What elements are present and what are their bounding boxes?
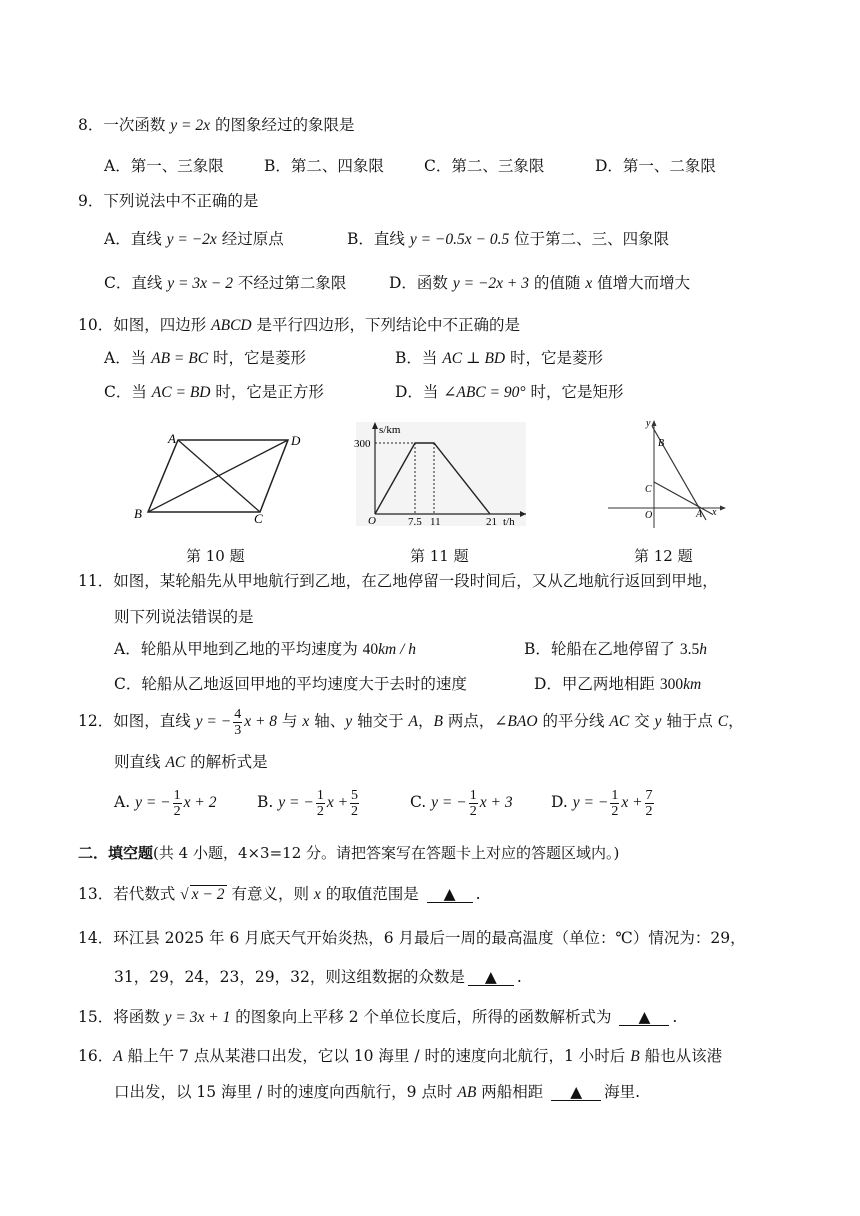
q8-option-a: A．第一、三象限 xyxy=(104,157,224,175)
q8-expr: y = 2x xyxy=(170,117,211,134)
tick-11: 11 xyxy=(430,516,441,528)
point-c-label: C xyxy=(645,484,652,495)
line-ac xyxy=(654,482,712,514)
q11-stem-line2: 则下列说法错误的是 xyxy=(114,608,254,626)
origin-label: O xyxy=(368,515,376,527)
diagonal-bd xyxy=(148,440,288,512)
q11-option-d: D．甲乙两地相距 300km xyxy=(534,675,702,693)
q16-line2: 口出发，以 15 海里 / 时的速度向西航行，9 点时 AB 两船相距 ▲ 海里. xyxy=(114,1083,641,1101)
q11-option-a: A．轮船从甲地到乙地的平均速度为 40km / h xyxy=(114,640,417,658)
point-a-label: A xyxy=(696,509,703,520)
vertex-label-a: A xyxy=(168,431,176,446)
q10-option-d: D．当 ∠ABC = 90° 时，它是矩形 xyxy=(395,383,624,401)
q9-option-a: A．直线 y = −2x 经过原点 xyxy=(104,230,284,248)
section-2-heading xyxy=(78,843,619,863)
q9-option-b: B．直线 y = −0.5x − 0.5 位于第二、三、四象限 xyxy=(347,230,670,248)
x-label: x xyxy=(712,507,717,518)
q12-option-c: C. y = − $\frac{1}{2}$ x + 3 xyxy=(410,787,513,819)
figure-12-caption: 第 12 题 xyxy=(634,547,693,565)
vertex-label-d: D xyxy=(291,433,301,448)
figure-12-graph xyxy=(600,416,730,532)
vertex-label-b: B xyxy=(134,506,142,521)
q10-option-b: B．当 AC ⊥ BD 时，它是菱形 xyxy=(395,349,604,367)
point-b-label: B xyxy=(658,438,665,449)
x-axis-arrow xyxy=(720,506,726,511)
q8-option-d: D．第一、二象限 xyxy=(595,157,716,175)
q15-answer-blank[interactable]: ▲ xyxy=(619,1009,669,1026)
figure-10-parallelogram xyxy=(130,430,310,526)
tick-7-5: 7.5 xyxy=(408,516,422,528)
q13: 13．若代数式 √ x − 2 有意义，则 x 的取值范围是 ▲ . xyxy=(78,885,481,903)
vertex-label-c: C xyxy=(254,511,263,526)
q10-option-a: A．当 AB = BC 时，它是菱形 xyxy=(104,349,307,367)
figure-11-graph xyxy=(350,418,530,530)
y-label: y xyxy=(646,418,651,429)
q8-option-b: B．第二、四象限 xyxy=(264,157,384,175)
q12-fraction: $\frac{4}{3}$ xyxy=(234,706,242,738)
q10-option-c: C．当 AC = BD 时，它是正方形 xyxy=(104,383,324,401)
q12-option-a: A. y = − $\frac{1}{2}$ x + 2 xyxy=(114,787,217,819)
q14-line2: 31，29，24，23，29，32，则这组数据的众数是 ▲ . xyxy=(114,968,522,986)
tick-21: 21 xyxy=(486,516,497,528)
q10-stem: 10．如图，四边形 ABCD 是平行四边形，下列结论中不正确的是 xyxy=(78,316,521,334)
q11-option-b: B．轮船在乙地停留了 3.5h xyxy=(524,640,707,658)
q8-option-c: C．第二、三象限 xyxy=(424,157,545,175)
figure-10-caption: 第 10 题 xyxy=(186,547,245,565)
q9-stem: 9．下列说法中不正确的是 xyxy=(78,192,259,210)
q8-stem-text-b: 的图象经过的象限是 xyxy=(210,116,355,134)
section-2-description: (共 4 小题，4×3=12 分。请把答案写在答题卡上对应的答题区域内。) xyxy=(153,844,620,862)
q15: 15．将函数 y = 3x + 1 的图象向上平移 2 个单位长度后，所得的函数解析式为 ▲ . xyxy=(78,1008,678,1026)
y-axis-arrow xyxy=(652,420,657,426)
section-2-title: 二．填空题 xyxy=(78,844,154,862)
q8-stem-text: 8．一次函数 xyxy=(78,116,171,134)
q16-answer-blank[interactable]: ▲ xyxy=(551,1084,601,1101)
q11-stem-line1: 11．如图，某轮船先从甲地航行到乙地，在乙地停留一段时间后，又从乙地航行返回到甲地， xyxy=(78,572,718,590)
q16-line1: 16．A 船上午 7 点从某港口出发，它以 10 海里 / 时的速度向北航行，1 小时后 B 船也从该港 xyxy=(78,1047,723,1065)
q11-option-c: C．轮船从乙地返回甲地的平均速度大于去时的速度 xyxy=(114,675,467,693)
graph-background xyxy=(356,422,526,526)
q12-stem-line1: 12．如图，直线 y = − $\frac{4}{3}$ x + 8 与 x 轴、y 轴交于 A，B 两点，∠BAO 的平分线 AC 交 y 轴于点 C， xyxy=(78,706,744,738)
q12-option-b: B. y = − $\frac{1}{2}$ x + $\frac{5}{2}$ xyxy=(257,787,359,819)
q12-option-d: D. y = − $\frac{1}{2}$ x + $\frac{7}{2}$ xyxy=(551,787,653,819)
s-axis-label: s/km xyxy=(379,424,401,436)
q13-answer-blank[interactable]: ▲ xyxy=(427,886,473,903)
q14-answer-blank[interactable]: ▲ xyxy=(468,969,514,986)
t-axis-label: t/h xyxy=(503,516,515,528)
q8-stem xyxy=(78,115,354,136)
tick-300: 300 xyxy=(354,438,371,450)
q12-stem-line2: 则直线 AC 的解析式是 xyxy=(114,753,268,771)
q9-option-c: C．直线 y = 3x − 2 不经过第二象限 xyxy=(104,274,347,292)
figure-11-caption: 第 11 题 xyxy=(410,547,469,565)
q9-option-d: D．函数 y = −2x + 3 的值随 x 值增大而增大 xyxy=(389,274,691,292)
origin-label: O xyxy=(645,510,653,521)
q14-line1: 14．环江县 2025 年 6 月底天气开始炎热，6 月最后一周的最高温度（单位：℃）情况为：29， xyxy=(78,929,746,947)
